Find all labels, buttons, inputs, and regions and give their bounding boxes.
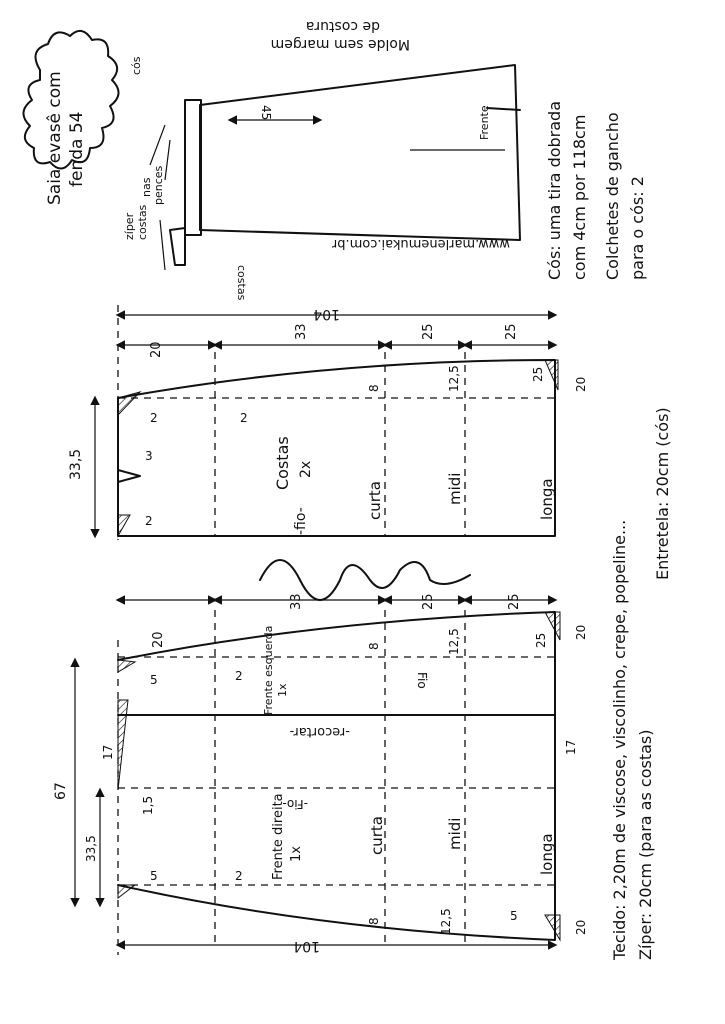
front-seg2: 33 bbox=[289, 593, 304, 610]
illus-cos: cós bbox=[130, 56, 143, 75]
note-colchetes-2: para o cós: 2 bbox=[628, 176, 647, 280]
notes-cos bbox=[545, 101, 647, 280]
back-v2c: 2 bbox=[145, 514, 153, 528]
back-seg1: 20 bbox=[149, 341, 164, 358]
front-v8a: 8 bbox=[367, 642, 381, 650]
back-seg2: 33 bbox=[294, 323, 309, 340]
front-recortar: -recortar- bbox=[289, 724, 350, 739]
illus-costas: costas bbox=[235, 265, 248, 301]
front-seg1: 20 bbox=[151, 631, 166, 648]
illus-ziper-2: costas bbox=[136, 204, 149, 240]
back-v2a: 2 bbox=[150, 411, 158, 425]
front-v20a: 20 bbox=[574, 624, 588, 640]
notes-fabric bbox=[610, 407, 672, 961]
note-colchetes-1: Colchetes de gancho bbox=[603, 112, 622, 280]
illus-frente: Frente bbox=[478, 105, 491, 140]
back-qty: 2x bbox=[298, 460, 314, 478]
note-entretela: Entretela: 20cm (cós) bbox=[653, 407, 672, 580]
illus-ziper-1: zíper bbox=[123, 212, 136, 240]
front-seg3: 25 bbox=[421, 593, 436, 610]
title-line1: Saia evasê com bbox=[45, 71, 65, 205]
front-seg4: 25 bbox=[507, 593, 522, 610]
front-half-height: 33,5 bbox=[84, 835, 98, 862]
front-left-qty: 1x bbox=[276, 683, 289, 697]
front-curta: curta bbox=[368, 816, 386, 855]
note-tecido: Tecido: 2,20m de viscose, viscolinho, crepe, popeline... bbox=[610, 519, 629, 960]
note-cos-1: Cós: uma tira dobrada bbox=[545, 100, 564, 280]
illus-website: www.marlenemukai.com.br bbox=[331, 236, 510, 251]
front-v2b: 2 bbox=[235, 869, 243, 883]
front-midi: midi bbox=[446, 817, 464, 850]
front-right-title: Frente direita bbox=[271, 793, 286, 880]
skirt-illustration bbox=[123, 18, 520, 301]
front-v25: 25 bbox=[534, 632, 548, 648]
back-v2b: 2 bbox=[240, 411, 248, 425]
front-right-qty: 1x bbox=[289, 846, 304, 862]
title-line2: fenda 54 bbox=[67, 111, 87, 187]
front-width: 104 bbox=[293, 938, 320, 954]
back-v8: 8 bbox=[367, 384, 381, 392]
front-v125b: 12,5 bbox=[439, 908, 453, 935]
back-title: Costas bbox=[273, 436, 292, 490]
front-total-height: 67 bbox=[53, 782, 69, 800]
note-cos-2: com 4cm por 118cm bbox=[570, 114, 589, 280]
back-v3: 3 bbox=[145, 449, 153, 463]
back-longa: longa bbox=[538, 478, 556, 520]
back-height: 33,5 bbox=[68, 448, 84, 480]
back-midi: midi bbox=[446, 472, 464, 505]
front-v2a: 2 bbox=[235, 669, 243, 683]
front-pattern bbox=[53, 593, 588, 955]
front-v5c: 5 bbox=[510, 909, 518, 923]
front-v5a: 5 bbox=[150, 673, 158, 687]
front-fio2: Fio bbox=[415, 672, 429, 689]
illus-pences-1: pences bbox=[152, 165, 165, 205]
back-curta: curta bbox=[366, 481, 384, 520]
front-v17b: 17 bbox=[564, 739, 578, 755]
back-v25: 25 bbox=[531, 366, 545, 382]
back-fio: -fio- bbox=[293, 507, 309, 535]
front-v5b: 5 bbox=[150, 869, 158, 883]
back-v125: 12,5 bbox=[447, 365, 461, 392]
front-left-title: Frente esquerda bbox=[262, 625, 275, 715]
front-v20b: 20 bbox=[574, 919, 588, 935]
front-longa: longa bbox=[538, 833, 556, 875]
illus-note-1: Molde sem margem bbox=[270, 36, 410, 52]
illus-note-2: de costura bbox=[305, 18, 380, 34]
illus-pences-2: nas bbox=[140, 177, 153, 197]
note-ziper: Zíper: 20cm (para as costas) bbox=[636, 729, 655, 960]
front-v125a: 12,5 bbox=[447, 628, 461, 655]
back-width: 104 bbox=[313, 306, 340, 322]
back-seg4: 25 bbox=[504, 323, 519, 340]
back-seg3: 25 bbox=[421, 323, 436, 340]
front-v17a: 17 bbox=[101, 744, 115, 760]
title-cloud bbox=[23, 31, 118, 205]
front-fio1: -Fio- bbox=[282, 797, 308, 811]
front-v15: 1,5 bbox=[141, 795, 155, 815]
front-v8b: 8 bbox=[367, 917, 381, 925]
back-v20: 20 bbox=[574, 376, 588, 392]
back-pattern bbox=[68, 305, 588, 540]
illus-45: 45 bbox=[259, 105, 273, 121]
